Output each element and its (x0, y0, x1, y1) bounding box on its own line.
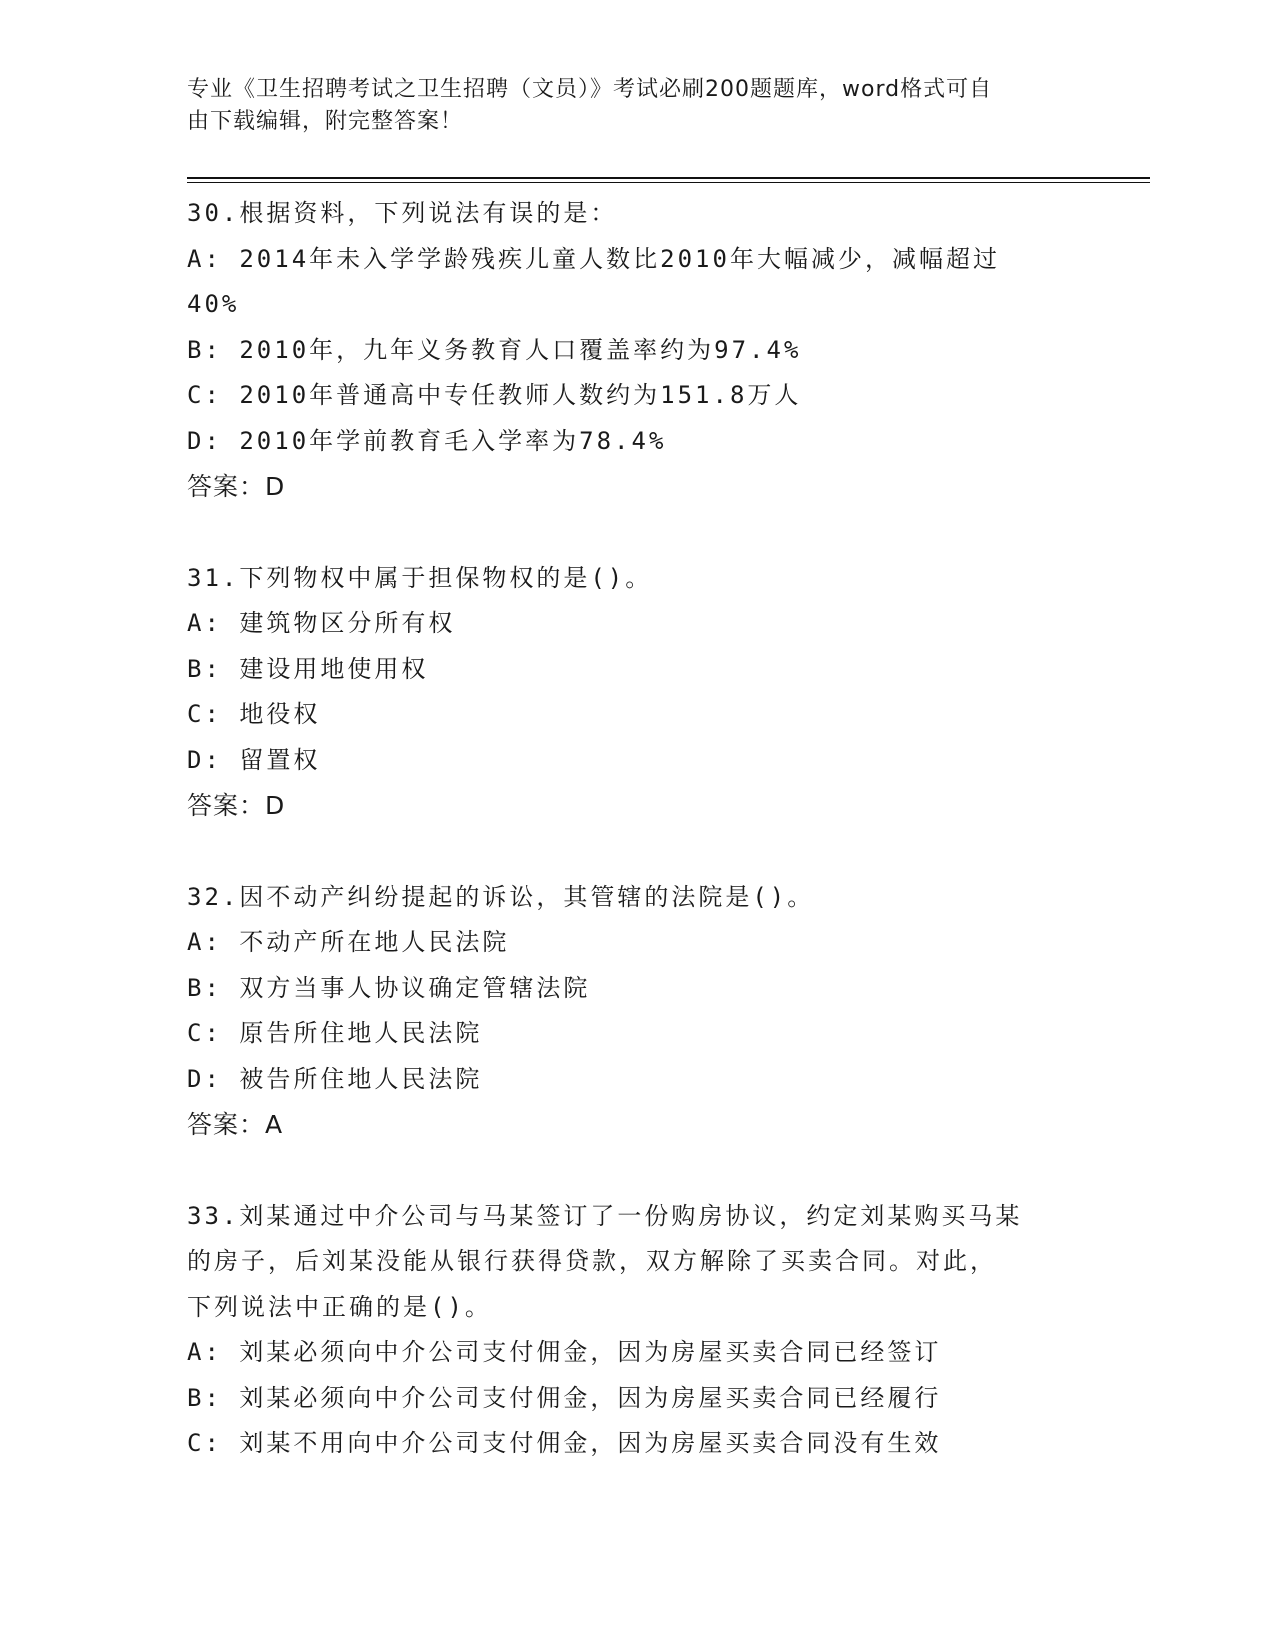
option-d: D: 被告所住地人民法院 (187, 1064, 483, 1093)
question-31 (187, 556, 1087, 829)
question-stem-line-3: 下列说法中正确的是()。 (187, 1292, 492, 1321)
option-b: B: 双方当事人协议确定管辖法院 (187, 973, 591, 1002)
question-list (187, 191, 1087, 1513)
question-stem: 31.下列物权中属于担保物权的是()。 (187, 563, 653, 592)
question-stem: 30.根据资料，下列说法有误的是： (187, 199, 618, 227)
question-32 (187, 875, 1087, 1148)
question-30 (187, 191, 1087, 510)
option-d: D: 2010年学前教育毛入学率为78.4% (187, 426, 667, 455)
option-b: B: 建设用地使用权 (187, 654, 429, 683)
question-33 (187, 1194, 1087, 1467)
option-b: B: 刘某必须向中介公司支付佣金，因为房屋买卖合同已经履行 (187, 1383, 942, 1412)
option-d: D: 留置权 (187, 745, 321, 774)
option-c: C: 地役权 (187, 700, 321, 728)
option-a: A: 不动产所在地人民法院 (187, 928, 510, 956)
answer-label: 答案：D (187, 791, 286, 820)
option-a: A: 建筑物区分所有权 (187, 609, 456, 637)
option-c: C: 2010年普通高中专任教师人数约为151.8万人 (187, 381, 802, 409)
answer-label: 答案：D (187, 472, 286, 501)
header-divider-thick (187, 177, 1150, 179)
option-a: A: 2014年未入学学龄残疾儿童人数比2010年大幅减少，减幅超过 (187, 244, 1000, 273)
answer-label: 答案：A (187, 1110, 284, 1139)
document-header (187, 74, 1087, 138)
header-divider-thin (187, 182, 1150, 183)
option-c: C: 原告所住地人民法院 (187, 1019, 483, 1047)
option-a-continued: 40% (187, 290, 240, 318)
question-stem-line-2: 的房子，后刘某没能从银行获得贷款，双方解除了买卖合同。对此， (187, 1247, 997, 1275)
header-line-1: 专业《卫生招聘考试之卫生招聘（文员）》考试必刷200题题库，word格式可自 (187, 77, 993, 102)
question-stem: 32.因不动产纠纷提起的诉讼，其管辖的法院是()。 (187, 882, 815, 911)
header-line-2: 由下载编辑，附完整答案！ (187, 109, 464, 134)
option-a: A: 刘某必须向中介公司支付佣金，因为房屋买卖合同已经签订 (187, 1338, 942, 1366)
question-stem-line-1: 33.刘某通过中介公司与马某签订了一份购房协议，约定刘某购买马某 (187, 1201, 1023, 1230)
option-b: B: 2010年，九年义务教育人口覆盖率约为97.4% (187, 335, 802, 364)
option-c: C: 刘某不用向中介公司支付佣金，因为房屋买卖合同没有生效 (187, 1429, 942, 1457)
